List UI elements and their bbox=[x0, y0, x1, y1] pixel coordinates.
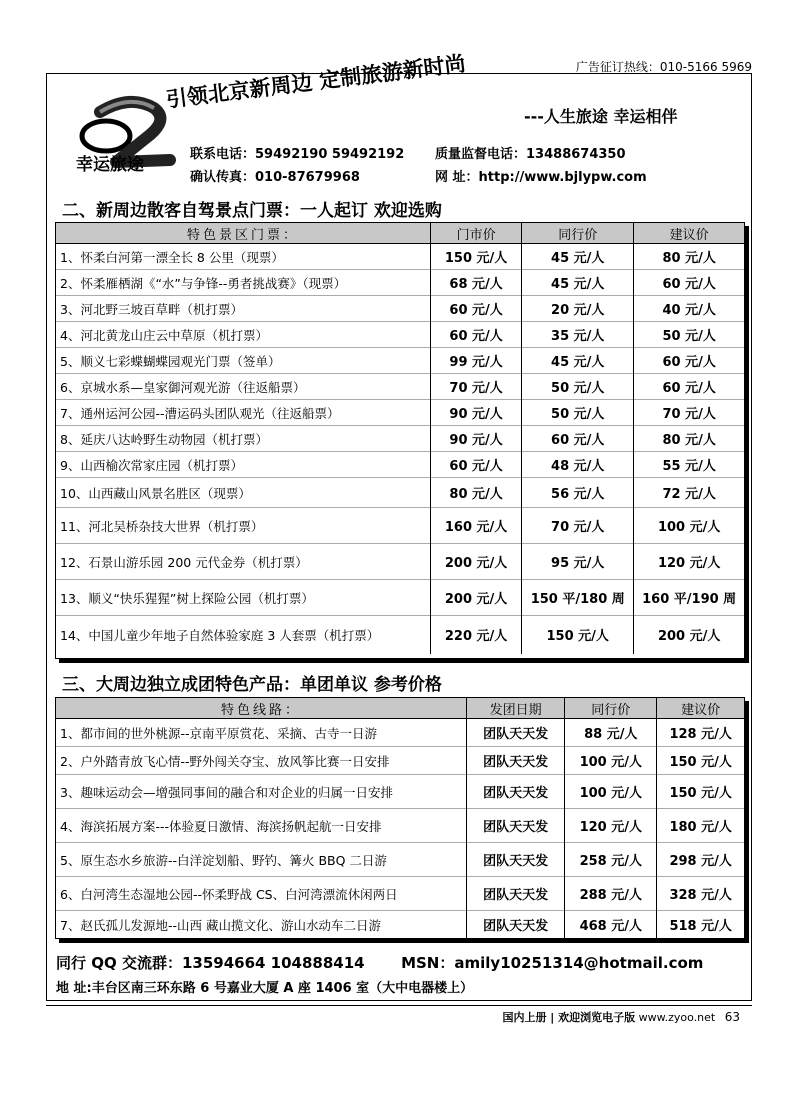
ticket-cell-trade: 70 元/人 bbox=[522, 508, 634, 544]
route-cell-suggest: 328 元/人 bbox=[657, 877, 744, 911]
ticket-cell-trade: 35 元/人 bbox=[522, 322, 634, 348]
ticket-header-row bbox=[56, 223, 744, 244]
ticket-row bbox=[56, 580, 744, 616]
ticket-cell-suggest: 60 元/人 bbox=[634, 270, 744, 296]
ticket-cell-trade: 56 元/人 bbox=[522, 478, 634, 508]
ticket-cell-trade: 45 元/人 bbox=[522, 244, 634, 270]
section2-title: 三、大周边独立成团特色产品：单团单议 参考价格 bbox=[62, 675, 442, 695]
msn-value[interactable]: amily10251314@hotmail.com bbox=[454, 954, 704, 972]
ticket-cell-retail: 60 元/人 bbox=[431, 296, 522, 322]
ticket-cell-suggest: 72 元/人 bbox=[634, 478, 744, 508]
ticket-col-retail: 门市价 bbox=[431, 223, 522, 244]
ticket-row bbox=[56, 400, 744, 426]
route-col-date: 发团日期 bbox=[467, 698, 565, 719]
route-cell-suggest: 298 元/人 bbox=[657, 843, 744, 877]
ticket-cell-retail: 220 元/人 bbox=[431, 616, 522, 654]
route-row bbox=[56, 911, 744, 939]
ticket-row bbox=[56, 296, 744, 322]
route-cell-suggest: 518 元/人 bbox=[657, 911, 744, 939]
route-header-row bbox=[56, 698, 744, 719]
route-cell-suggest: 180 元/人 bbox=[657, 809, 744, 843]
ticket-cell-trade: 150 平/180 周 bbox=[522, 580, 634, 616]
ticket-cell-name: 6、京城水系—皇家御河观光游（往返船票） bbox=[56, 374, 431, 400]
ticket-cell-retail: 200 元/人 bbox=[431, 580, 522, 616]
route-table-panel bbox=[55, 697, 745, 939]
ticket-cell-suggest: 60 元/人 bbox=[634, 374, 744, 400]
route-row bbox=[56, 877, 744, 911]
msn-label: MSN： bbox=[401, 954, 455, 972]
quality-value: 13488674350 bbox=[526, 147, 626, 162]
qq-value: 13594664 104888414 bbox=[181, 954, 365, 972]
web-value[interactable]: http://www.bjlypw.com bbox=[478, 170, 647, 185]
logo-text: 幸运旅途 bbox=[76, 155, 144, 175]
ticket-cell-name: 9、山西榆次常家庄园（机打票） bbox=[56, 452, 431, 478]
page-footer bbox=[502, 1009, 740, 1025]
slogan: 引领北京新周边 定制旅游新时尚 bbox=[164, 50, 467, 113]
route-row bbox=[56, 747, 744, 775]
ticket-cell-suggest: 60 元/人 bbox=[634, 348, 744, 374]
phone-value: 59492190 59492192 bbox=[255, 147, 405, 162]
ticket-table-panel bbox=[55, 222, 745, 659]
ticket-cell-name: 3、河北野三坡百草畔（机打票） bbox=[56, 296, 431, 322]
route-cell-name: 7、赵氏孤儿发源地--山西 藏山揽文化、游山水动车二日游 bbox=[56, 911, 467, 939]
ticket-cell-retail: 70 元/人 bbox=[431, 374, 522, 400]
address-line: 地 址:丰台区南三环东路 6 号嘉业大厦 A 座 1406 室（大中电器楼上） bbox=[56, 981, 474, 996]
ticket-col-suggest: 建议价 bbox=[634, 223, 744, 244]
ticket-cell-trade: 150 元/人 bbox=[522, 616, 634, 654]
ticket-cell-name: 13、顺义“快乐猩猩”树上探险公园（机打票） bbox=[56, 580, 431, 616]
route-col-trade: 同行价 bbox=[565, 698, 657, 719]
ticket-cell-name: 7、通州运河公园--漕运码头团队观光（往返船票） bbox=[56, 400, 431, 426]
route-cell-name: 1、都市间的世外桃源--京南平原赏花、采摘、古寺一日游 bbox=[56, 719, 467, 747]
qq-label: 同行 QQ 交流群： bbox=[56, 954, 182, 972]
ticket-cell-suggest: 70 元/人 bbox=[634, 400, 744, 426]
ticket-cell-trade: 48 元/人 bbox=[522, 452, 634, 478]
ticket-cell-suggest: 160 平/190 周 bbox=[634, 580, 744, 616]
ticket-cell-trade: 45 元/人 bbox=[522, 270, 634, 296]
route-col-name: 特色线路： bbox=[56, 698, 467, 719]
route-row bbox=[56, 809, 744, 843]
ticket-table bbox=[56, 223, 744, 654]
ticket-cell-name: 14、中国儿童少年地子自然体验家庭 3 人套票（机打票） bbox=[56, 616, 431, 654]
tagline: ---人生旅途 幸运相伴 bbox=[524, 107, 678, 126]
ticket-cell-retail: 80 元/人 bbox=[431, 478, 522, 508]
ticket-cell-retail: 200 元/人 bbox=[431, 544, 522, 580]
footer-edition: 国内上册 | 欢迎浏览电子版 bbox=[502, 1011, 636, 1024]
ticket-cell-name: 10、山西藏山风景名胜区（现票） bbox=[56, 478, 431, 508]
ticket-row bbox=[56, 616, 744, 654]
ticket-cell-trade: 95 元/人 bbox=[522, 544, 634, 580]
ticket-cell-retail: 90 元/人 bbox=[431, 400, 522, 426]
phone-label: 联系电话： bbox=[190, 147, 256, 162]
footer-site[interactable]: www.zyoo.net bbox=[638, 1011, 716, 1024]
ticket-cell-retail: 99 元/人 bbox=[431, 348, 522, 374]
ticket-row bbox=[56, 508, 744, 544]
route-row bbox=[56, 843, 744, 877]
ticket-cell-name: 1、怀柔白河第一漂全长 8 公里（现票） bbox=[56, 244, 431, 270]
page-footer-rule bbox=[46, 1005, 752, 1006]
ticket-cell-retail: 60 元/人 bbox=[431, 322, 522, 348]
ticket-cell-name: 5、顺义七彩蝶蝴蝶园观光门票（签单） bbox=[56, 348, 431, 374]
web-line bbox=[435, 166, 647, 185]
ticket-cell-suggest: 40 元/人 bbox=[634, 296, 744, 322]
fax-line bbox=[190, 166, 360, 185]
ticket-cell-suggest: 200 元/人 bbox=[634, 616, 744, 654]
ticket-cell-suggest: 80 元/人 bbox=[634, 244, 744, 270]
ticket-col-trade: 同行价 bbox=[522, 223, 634, 244]
route-cell-date: 团队天天发 bbox=[467, 809, 565, 843]
ticket-cell-suggest: 100 元/人 bbox=[634, 508, 744, 544]
route-cell-name: 5、原生态水乡旅游--白洋淀划船、野钓、篝火 BBQ 二日游 bbox=[56, 843, 467, 877]
ticket-row bbox=[56, 270, 744, 296]
ticket-cell-suggest: 120 元/人 bbox=[634, 544, 744, 580]
ticket-cell-retail: 160 元/人 bbox=[431, 508, 522, 544]
ticket-cell-suggest: 80 元/人 bbox=[634, 426, 744, 452]
route-cell-name: 6、白河湾生态湿地公园--怀柔野战 CS、白河湾漂流休闲两日 bbox=[56, 877, 467, 911]
ticket-cell-trade: 20 元/人 bbox=[522, 296, 634, 322]
ticket-cell-trade: 60 元/人 bbox=[522, 426, 634, 452]
section1-title: 二、新周边散客自驾景点门票：一人起订 欢迎选购 bbox=[62, 201, 442, 221]
quality-label: 质量监督电话： bbox=[435, 147, 527, 162]
route-cell-date: 团队天天发 bbox=[467, 911, 565, 939]
ticket-row bbox=[56, 426, 744, 452]
quality-line bbox=[435, 143, 626, 162]
route-cell-trade: 468 元/人 bbox=[565, 911, 657, 939]
ticket-row bbox=[56, 244, 744, 270]
route-cell-name: 2、户外踏青放飞心情--野外闯关夺宝、放风筝比赛一日安排 bbox=[56, 747, 467, 775]
route-cell-date: 团队天天发 bbox=[467, 719, 565, 747]
ticket-row bbox=[56, 374, 744, 400]
phone-line bbox=[190, 143, 404, 162]
route-cell-date: 团队天天发 bbox=[467, 747, 565, 775]
route-cell-trade: 120 元/人 bbox=[565, 809, 657, 843]
ticket-cell-suggest: 50 元/人 bbox=[634, 322, 744, 348]
route-cell-date: 团队天天发 bbox=[467, 843, 565, 877]
route-cell-trade: 100 元/人 bbox=[565, 775, 657, 809]
route-cell-suggest: 150 元/人 bbox=[657, 747, 744, 775]
ticket-cell-name: 11、河北吴桥杂技大世界（机打票） bbox=[56, 508, 431, 544]
route-cell-suggest: 128 元/人 bbox=[657, 719, 744, 747]
ticket-row bbox=[56, 322, 744, 348]
ticket-col-name: 特色景区门票： bbox=[56, 223, 431, 244]
ticket-row bbox=[56, 452, 744, 478]
page-number: 63 bbox=[724, 1010, 740, 1024]
ticket-cell-name: 8、延庆八达岭野生动物园（机打票） bbox=[56, 426, 431, 452]
route-cell-date: 团队天天发 bbox=[467, 775, 565, 809]
route-row bbox=[56, 719, 744, 747]
ticket-cell-trade: 50 元/人 bbox=[522, 400, 634, 426]
route-cell-suggest: 150 元/人 bbox=[657, 775, 744, 809]
ticket-cell-retail: 60 元/人 bbox=[431, 452, 522, 478]
route-cell-trade: 258 元/人 bbox=[565, 843, 657, 877]
fax-label: 确认传真： bbox=[190, 170, 256, 185]
ticket-row bbox=[56, 544, 744, 580]
route-cell-trade: 288 元/人 bbox=[565, 877, 657, 911]
route-table bbox=[56, 698, 744, 939]
ticket-row bbox=[56, 348, 744, 374]
ticket-row bbox=[56, 478, 744, 508]
route-cell-name: 3、趣味运动会—增强同事间的融合和对企业的归属一日安排 bbox=[56, 775, 467, 809]
ticket-cell-name: 4、河北黄龙山庄云中草原（机打票） bbox=[56, 322, 431, 348]
route-cell-name: 4、海滨拓展方案---体验夏日激情、海滨扬帆起航一日安排 bbox=[56, 809, 467, 843]
ad-hotline: 广告征订热线：010-5166 5969 bbox=[575, 60, 752, 74]
web-label: 网 址： bbox=[435, 170, 479, 185]
route-row bbox=[56, 775, 744, 809]
route-cell-date: 团队天天发 bbox=[467, 877, 565, 911]
fax-value: 010-87679968 bbox=[255, 170, 360, 185]
ticket-cell-trade: 45 元/人 bbox=[522, 348, 634, 374]
route-cell-trade: 88 元/人 bbox=[565, 719, 657, 747]
route-cell-trade: 100 元/人 bbox=[565, 747, 657, 775]
ticket-cell-retail: 90 元/人 bbox=[431, 426, 522, 452]
ticket-cell-suggest: 55 元/人 bbox=[634, 452, 744, 478]
qq-msn-line bbox=[56, 952, 703, 973]
ticket-cell-trade: 50 元/人 bbox=[522, 374, 634, 400]
ticket-cell-retail: 150 元/人 bbox=[431, 244, 522, 270]
ticket-cell-retail: 68 元/人 bbox=[431, 270, 522, 296]
ticket-cell-name: 2、怀柔雁栖湖《“水”与争锋--勇者挑战赛》（现票） bbox=[56, 270, 431, 296]
route-col-suggest: 建议价 bbox=[657, 698, 744, 719]
ticket-cell-name: 12、石景山游乐园 200 元代金券（机打票） bbox=[56, 544, 431, 580]
